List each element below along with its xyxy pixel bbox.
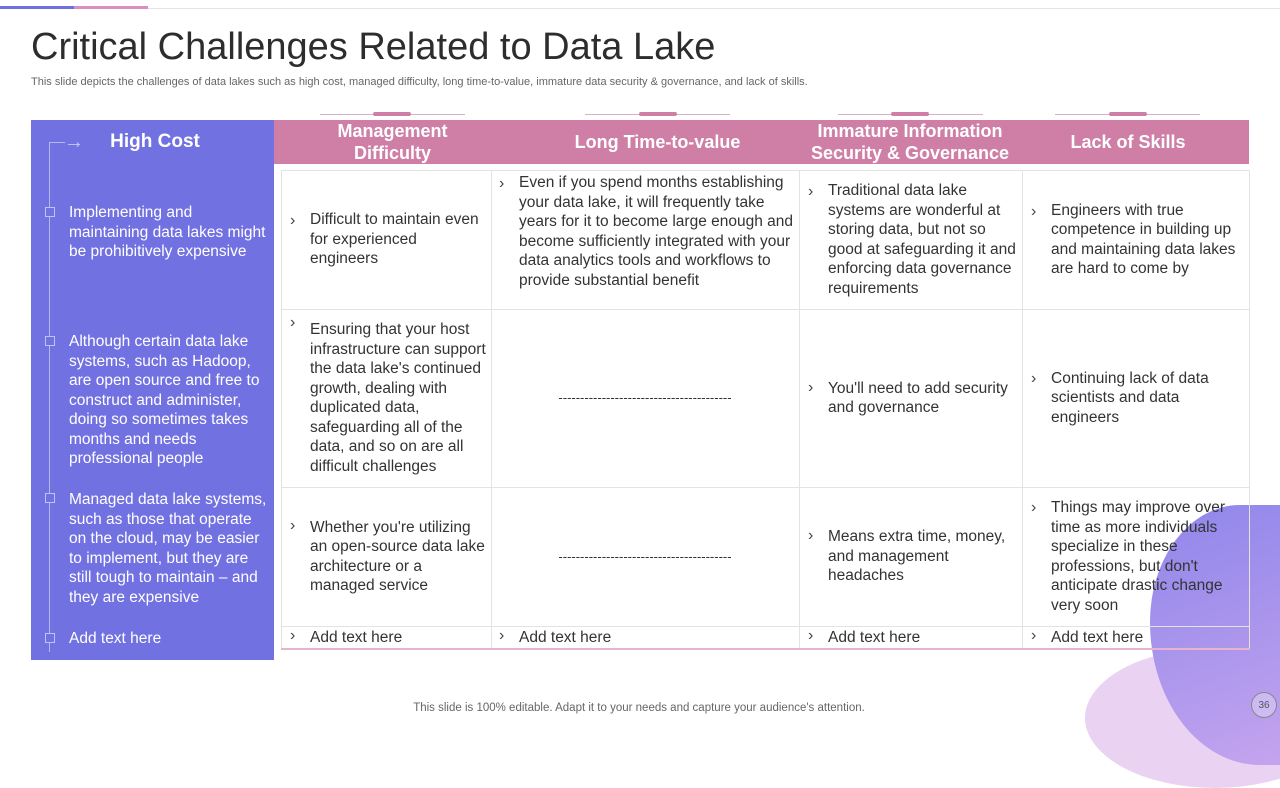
grid-divider xyxy=(799,170,800,650)
table-cell xyxy=(499,170,797,309)
chevron-right-icon: › xyxy=(499,175,505,192)
empty-cell-dashes: ---------------------------------------- xyxy=(558,390,732,406)
timeline-bullet xyxy=(45,493,55,503)
chevron-right-icon: › xyxy=(290,212,296,229)
chevron-right-icon: › xyxy=(1031,370,1037,387)
high-cost-text-1: Implementing and maintaining data lakes might be prohibitively expensive xyxy=(69,204,266,260)
high-cost-text-2: Although certain data lake systems, such as Hadoop, are open source and free to construct and administer, doing so sometimes takes months and needs professional people xyxy=(69,333,260,467)
tab-pill xyxy=(373,112,411,116)
footer-note: This slide is 100% editable. Adapt it to your needs and capture your audience's attention. xyxy=(413,702,865,714)
table-cell xyxy=(290,626,488,650)
table-cell xyxy=(290,487,488,626)
page-title: Critical Challenges Related to Data Lake xyxy=(31,26,716,68)
column-header-lack-of-skills: Lack of Skills xyxy=(1070,132,1186,152)
chevron-right-icon: › xyxy=(1031,203,1037,220)
column-header-high-cost: High Cost xyxy=(110,131,200,152)
cell-text: Add text here xyxy=(519,629,612,647)
double-arrow-right-icon: → xyxy=(64,131,82,153)
table-cell xyxy=(499,626,797,650)
table-cell xyxy=(808,487,1018,626)
page-number: 36 xyxy=(1251,692,1277,718)
timeline-bullet xyxy=(45,633,55,643)
cell-text: Difficult to maintain even for experienced engineers xyxy=(310,211,479,268)
grid-divider xyxy=(1022,170,1023,650)
cell-text: Means extra time, money, and management headaches xyxy=(828,528,1006,585)
tab-pill xyxy=(639,112,677,116)
chevron-right-icon: › xyxy=(290,627,296,644)
top-accent-bar-blue xyxy=(0,6,74,9)
cell-text: Add text here xyxy=(310,629,403,647)
tab-pill xyxy=(1109,112,1147,116)
table-cell xyxy=(1031,487,1246,626)
column-header-management-difficulty: Management Difficulty xyxy=(337,121,448,163)
timeline-bullet xyxy=(45,336,55,346)
cell-text: You'll need to add security and governance xyxy=(828,379,1008,416)
cell-text: Things may improve over time as more individuals specialize in these professions, but don't anticipate drastic change very soon xyxy=(1051,499,1226,614)
table-cell xyxy=(1031,309,1246,487)
chevron-right-icon: › xyxy=(1031,499,1037,516)
top-line xyxy=(0,8,1280,9)
chevron-right-icon: › xyxy=(290,314,296,331)
table-cell xyxy=(1031,170,1246,309)
top-accent-bar-pink xyxy=(74,6,148,9)
cell-text: Even if you spend months establishing your data lake, it will frequently take years for it to become large enough and become sufficiently integrated with your data analytics tools and workflows to provide substantial benefit xyxy=(519,174,794,289)
chevron-right-icon: › xyxy=(808,627,814,644)
chevron-right-icon: › xyxy=(499,627,505,644)
timeline-bullet xyxy=(45,207,55,217)
cell-text: Continuing lack of data scientists and data engineers xyxy=(1051,369,1209,426)
chevron-right-icon: › xyxy=(808,379,814,396)
cell-text: Ensuring that your host infrastructure can support the data lake's continued growth, dealing with duplicated data, safeguarding all of the data, and so on are all difficult challenges xyxy=(310,321,486,475)
table-cell xyxy=(808,170,1018,309)
table-cell xyxy=(290,309,488,487)
high-cost-text-4: Add text here xyxy=(69,630,162,647)
table-cell xyxy=(1031,626,1246,650)
column-header-security-governance: Immature Information Security & Governance xyxy=(810,121,1010,163)
empty-cell-dashes: ---------------------------------------- xyxy=(558,548,732,564)
table-cell xyxy=(290,170,488,309)
timeline-line-top xyxy=(49,142,65,143)
cell-text: Whether you're utilizing an open-source data lake architecture or a managed service xyxy=(310,518,485,594)
chevron-right-icon: › xyxy=(1031,627,1037,644)
tab-pill xyxy=(891,112,929,116)
cell-text: Add text here xyxy=(1051,629,1144,647)
column-header-long-time-to-value: Long Time-to-value xyxy=(574,132,741,152)
table-cell xyxy=(808,309,1018,487)
page-subtitle: This slide depicts the challenges of data lakes such as high cost, managed difficulty, long time-to-value, immature data security & governance, and lack of skills. xyxy=(31,76,808,88)
cell-text: Traditional data lake systems are wonderful at storing data, but not so good at safeguarding it and enforcing data governance requirements xyxy=(828,182,1016,297)
cell-text: Engineers with true competence in building up and maintaining data lakes are hard to come by xyxy=(1051,201,1236,277)
chevron-right-icon: › xyxy=(290,517,296,534)
table-cell xyxy=(491,487,799,626)
chevron-right-icon: › xyxy=(808,527,814,544)
table-cell xyxy=(808,626,1018,650)
cell-text: Add text here xyxy=(828,629,921,647)
table-cell xyxy=(491,309,799,487)
chevron-right-icon: › xyxy=(808,183,814,200)
high-cost-text-3: Managed data lake systems, such as those that operate on the cloud, may be easier to implement, but they are still tough to maintain – and they are expensive xyxy=(69,491,267,606)
timeline-line xyxy=(49,142,50,652)
